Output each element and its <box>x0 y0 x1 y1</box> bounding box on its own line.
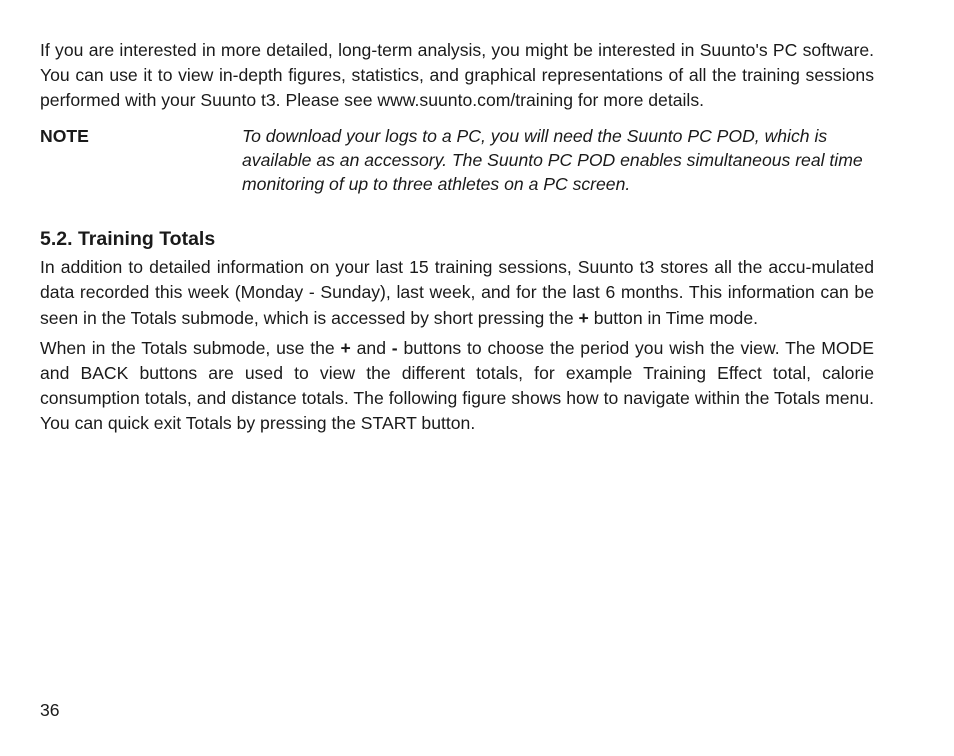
paragraph-1-text-b: button in Time mode. <box>588 307 759 328</box>
page-number: 36 <box>40 700 60 720</box>
section-paragraph-1 <box>40 255 874 331</box>
page-content <box>40 38 874 437</box>
plus-button-mention: + <box>340 337 351 358</box>
note-label: NOTE <box>40 125 89 146</box>
intro-paragraph: If you are interested in more detailed, long-term analysis, you might be interested in Suunto's PC software. You can use it to view in-depth figures, statistics, and graphical representations of all the training sessions performed with your Suunto t3. Please see www.suunto.com/training for more details. <box>40 40 874 111</box>
minus-button-mention: - <box>391 337 398 358</box>
note-block <box>40 124 874 197</box>
paragraph-1-text-a: In addition to detailed information on your last 15 training sessions, Suunto t3 stores all the accu-mulated data recorded this week (Monday - Sunday), last week, and for the last 6 months. This information can be seen in the Totals submode, which is accessed by short pressing the <box>40 257 874 328</box>
section-paragraph-2 <box>40 336 874 437</box>
note-text: To download your logs to a PC, you will need the Suunto PC POD, which is available as an accessory. The Suunto PC POD enables simultaneous real time monitoring of up to three athletes on a PC screen. <box>242 125 863 195</box>
paragraph-2-text-b: and <box>350 337 392 358</box>
plus-button-mention: + <box>578 307 589 328</box>
paragraph-2-text-a: When in the Totals submode, use the <box>40 337 341 358</box>
section-heading: 5.2. Training Totals <box>40 228 216 251</box>
paragraph-2-text-c: buttons to choose the period you wish the view. The MODE and BACK buttons are used to view the different totals, for example Training Effect total, calorie consumption totals, and distance totals. The following figure shows how to navigate within the Totals menu. You can quick exit Totals by pressing the START button. <box>40 337 874 434</box>
